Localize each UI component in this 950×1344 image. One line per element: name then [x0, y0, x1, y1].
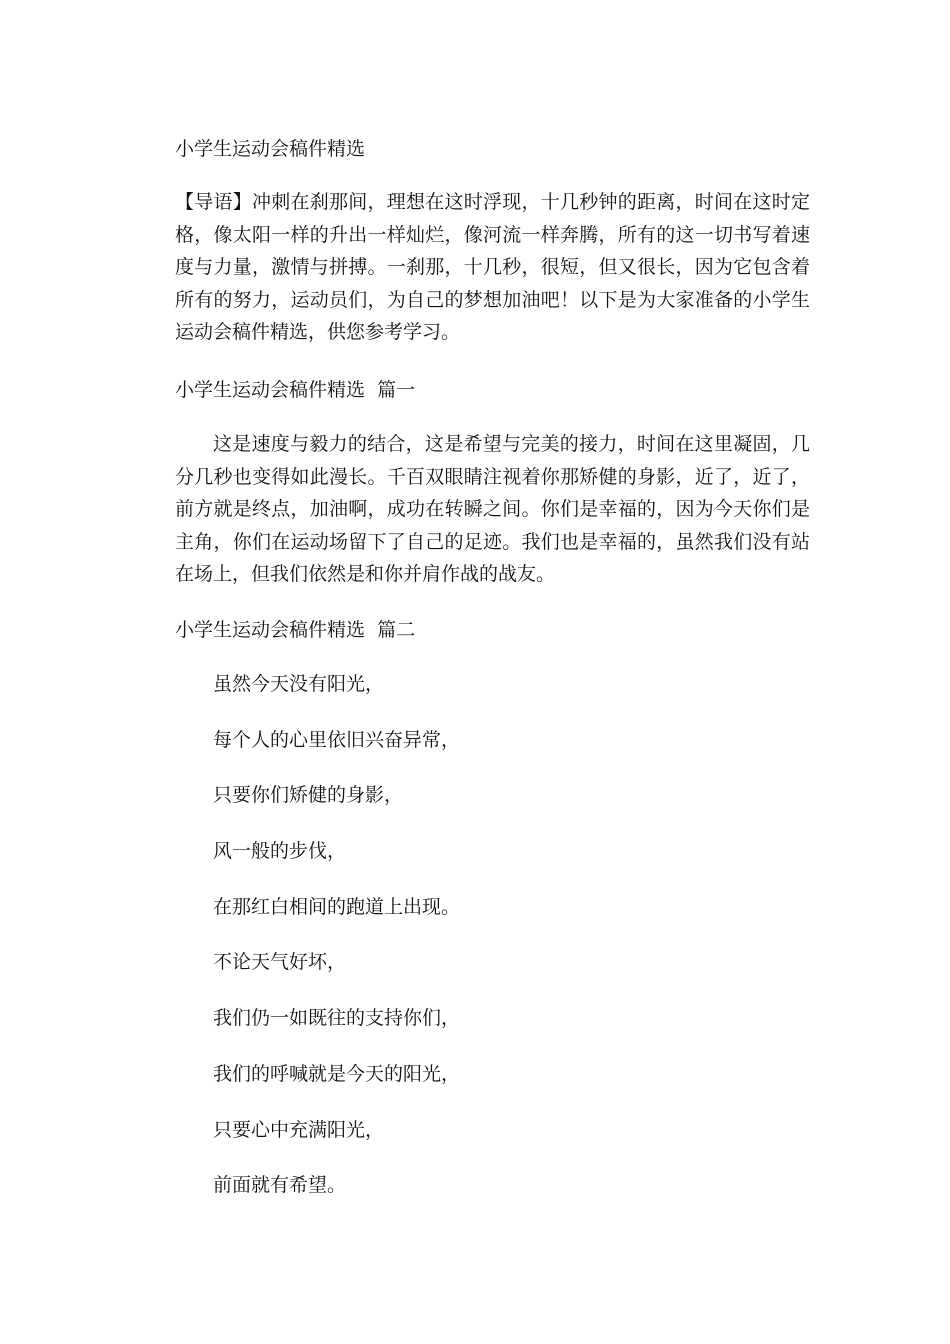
poem-line: 我们仍一如既往的支持你们， [213, 1007, 461, 1030]
poem-line: 在那红白相间的跑道上出现。 [213, 895, 461, 918]
poem-line: 只要你们矫健的身影， [213, 784, 404, 807]
poem-line: 我们的呼喊就是今天的阳光， [213, 1062, 461, 1085]
poem-line: 只要心中充满阳光， [213, 1118, 385, 1141]
section2-heading: 小学生运动会稿件精选 篇二 [175, 619, 416, 641]
section1-heading: 小学生运动会稿件精选 篇一 [175, 379, 416, 401]
poem-line: 风一般的步伐， [213, 840, 347, 863]
section1-body: 这是速度与毅力的结合，这是希望与完美的接力，时间在这里凝固，几分几秒也变得如此漫长。千百双眼睛注视着你那矫健的身影，近了，近了，前方就是终点，加油啊，成功在转瞬之间。你们是幸福的，因为今天你们是主角，你们在运动场留下了自己的足迹。我们也是幸福的，虽然我们没有站在场上，但我们依然是和你并肩作战的战友。 [175, 433, 810, 585]
poem-line: 不论天气好坏， [213, 951, 347, 974]
document-title: 小学生运动会稿件精选 [175, 138, 366, 160]
intro-paragraph: 【导语】冲刺在刹那间，理想在这时浮现，十几秒钟的距离，时间在这时定格，像太阳一样的升出一样灿烂，像河流一样奔腾，所有的这一切书写着速度与力量，激情与拼搏。一刹那，十几秒，很短，但又很长，因为它包含着所有的努力，运动员们，为自己的梦想加油吧！以下是为大家准备的小学生运动会稿件精选，供您参考学习。 [175, 191, 810, 343]
section2-poem [213, 670, 460, 1227]
poem-line: 每个人的心里依旧兴奋异常， [213, 728, 461, 751]
poem-line: 前面就有希望。 [213, 1174, 347, 1197]
poem-line: 虽然今天没有阳光， [213, 673, 385, 695]
